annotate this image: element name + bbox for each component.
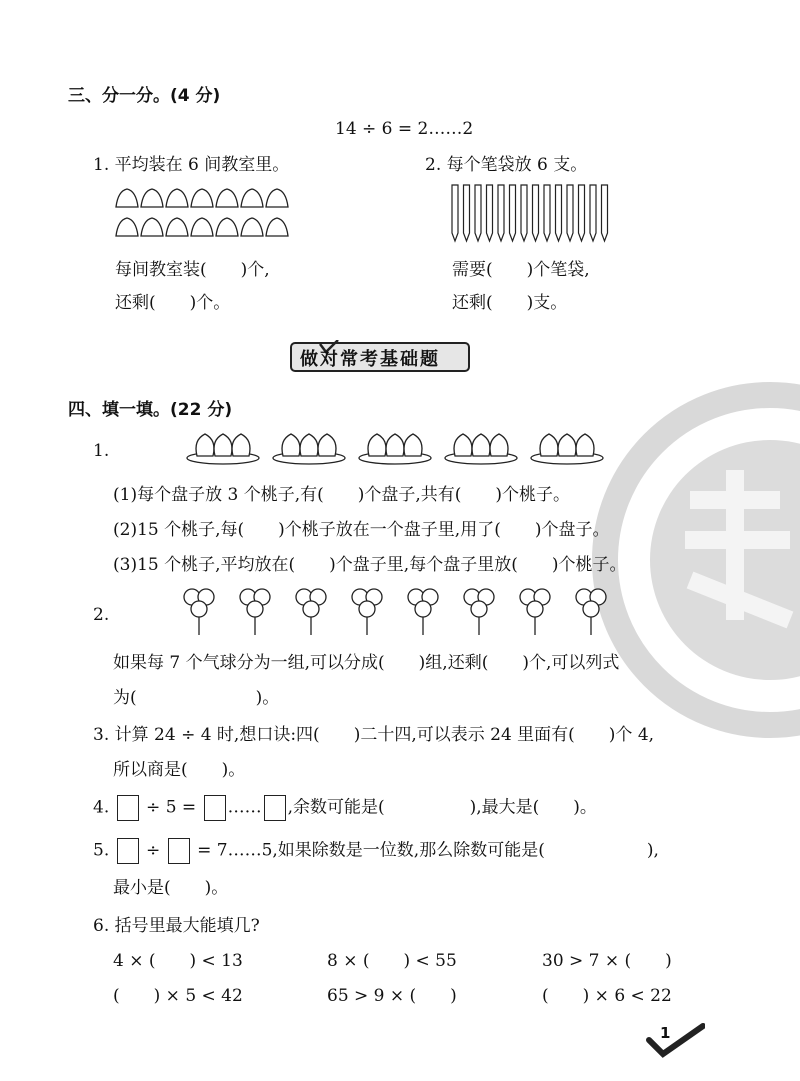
- pencil-icon: [464, 185, 470, 241]
- balloons-illustration: [180, 585, 610, 640]
- q4-5-rest: = 7……5,如果除数是一位数,那么除数可能是( ),: [197, 840, 659, 861]
- peach-icon: [404, 434, 422, 456]
- q6-item: 65 > 9 × ( ): [327, 986, 457, 1006]
- q6-item: 4 × ( ) < 13: [113, 951, 243, 971]
- peach-icon: [454, 434, 472, 456]
- bell-icon: [141, 189, 163, 207]
- peach-icon: [558, 434, 576, 456]
- pencil-icon: [556, 185, 562, 241]
- peach-icon: [490, 434, 508, 456]
- q4-4-dots: ……: [227, 797, 262, 818]
- pencil-icon: [590, 185, 596, 241]
- bell-icon: [191, 189, 213, 207]
- q4-3-line1: 3. 计算 24 ÷ 4 时,想口诀:四( )二十四,可以表示 24 里面有( )个 4,: [93, 725, 655, 745]
- peach-icon: [282, 434, 300, 456]
- bell-icon: [116, 218, 138, 236]
- bell-icon: [241, 189, 263, 207]
- bells-illustration: [112, 183, 292, 245]
- q4-1-sub3: (3)15 个桃子,平均放在( )个盘子里,每个盘子里放( )个桃子。: [113, 555, 627, 575]
- pencil-icon: [567, 185, 573, 241]
- balloon-icon: [527, 601, 543, 617]
- peach-icon: [540, 434, 558, 456]
- balloon-icon: [471, 601, 487, 617]
- banner-title: 做对常考基础题: [300, 349, 440, 370]
- peach-icon: [214, 434, 232, 456]
- q4-2-line2: 为( )。: [113, 688, 280, 708]
- bell-icon: [191, 218, 213, 236]
- balloon-icon: [303, 601, 319, 617]
- q2-number: 2.: [93, 605, 110, 625]
- q4-1-sub2: (2)15 个桃子,每( )个桃子放在一个盘子里,用了( )个盘子。: [113, 520, 610, 540]
- q1-number: 1.: [93, 441, 110, 461]
- peach-icon: [300, 434, 318, 456]
- peach-icon: [196, 434, 214, 456]
- peach-icon: [472, 434, 490, 456]
- q4-4: [93, 795, 597, 821]
- pencil-icon: [475, 185, 481, 241]
- bell-icon: [216, 189, 238, 207]
- pencil-icon: [602, 185, 608, 241]
- q6-item: 30 > 7 × ( ): [542, 951, 672, 971]
- q4-5-div: ÷: [146, 840, 161, 861]
- q1-line1: 每间教室装( )个,: [115, 260, 270, 280]
- bell-icon: [166, 218, 188, 236]
- pencil-icon: [544, 185, 550, 241]
- q6-item: ( ) × 6 < 22: [542, 986, 672, 1006]
- section-4-title: 四、填一填。(22 分): [68, 400, 233, 420]
- q4-5: [93, 838, 659, 864]
- pencil-icon: [579, 185, 585, 241]
- q6-item: 8 × ( ) < 55: [327, 951, 457, 971]
- q4-3-line2: 所以商是( )。: [113, 760, 246, 780]
- q2-line1: 需要( )个笔袋,: [452, 260, 590, 280]
- answer-box[interactable]: [168, 838, 190, 864]
- bell-icon: [141, 218, 163, 236]
- answer-box[interactable]: [117, 795, 139, 821]
- q4-2-line1: 如果每 7 个气球分为一组,可以分成( )组,还剩( )个,可以列式: [113, 653, 620, 673]
- peach-icon: [386, 434, 404, 456]
- q1-line2: 还剩( )个。: [115, 293, 231, 313]
- peach-icon: [576, 434, 594, 456]
- q4-1-sub1: (1)每个盘子放 3 个桃子,有( )个盘子,共有( )个桃子。: [113, 485, 571, 505]
- pencil-icon: [510, 185, 516, 241]
- pencil-icon: [452, 185, 458, 241]
- bell-icon: [241, 218, 263, 236]
- peach-icon: [368, 434, 386, 456]
- q4-4-div: ÷ 5 =: [146, 797, 197, 818]
- balloon-icon: [247, 601, 263, 617]
- q6-item: ( ) × 5 < 42: [113, 986, 243, 1006]
- pencils-illustration: [448, 183, 618, 245]
- balloon-icon: [359, 601, 375, 617]
- q4-6-title: 6. 括号里最大能填几?: [93, 916, 260, 936]
- bell-icon: [166, 189, 188, 207]
- balloon-icon: [583, 601, 599, 617]
- pencil-icon: [498, 185, 504, 241]
- pencil-icon: [521, 185, 527, 241]
- balloon-icon: [415, 601, 431, 617]
- bell-icon: [266, 189, 288, 207]
- pencil-icon: [533, 185, 539, 241]
- page-number: 1: [660, 1024, 671, 1042]
- q2-line2: 还剩( )支。: [452, 293, 568, 313]
- bell-icon: [116, 189, 138, 207]
- check-icon: [645, 1022, 705, 1060]
- section-3-title: 三、分一分。(4 分): [68, 86, 221, 106]
- peach-icon: [232, 434, 250, 456]
- division-equation: 14 ÷ 6 = 2……2: [335, 119, 474, 139]
- peach-icon: [318, 434, 336, 456]
- q4-5-number: 5.: [93, 840, 110, 861]
- bell-icon: [266, 218, 288, 236]
- q4-5-line2: 最小是( )。: [113, 878, 229, 898]
- pencil-icon: [487, 185, 493, 241]
- answer-box[interactable]: [117, 838, 139, 864]
- q4-4-number: 4.: [93, 797, 110, 818]
- bell-icon: [216, 218, 238, 236]
- q2-prompt: 2. 每个笔袋放 6 支。: [425, 155, 588, 175]
- q1-prompt: 1. 平均装在 6 间教室里。: [93, 155, 290, 175]
- peaches-illustration: [185, 428, 625, 466]
- q4-4-rest: ,余数可能是( ),最大是( )。: [287, 797, 597, 818]
- answer-box[interactable]: [264, 795, 286, 821]
- answer-box[interactable]: [204, 795, 226, 821]
- balloon-icon: [191, 601, 207, 617]
